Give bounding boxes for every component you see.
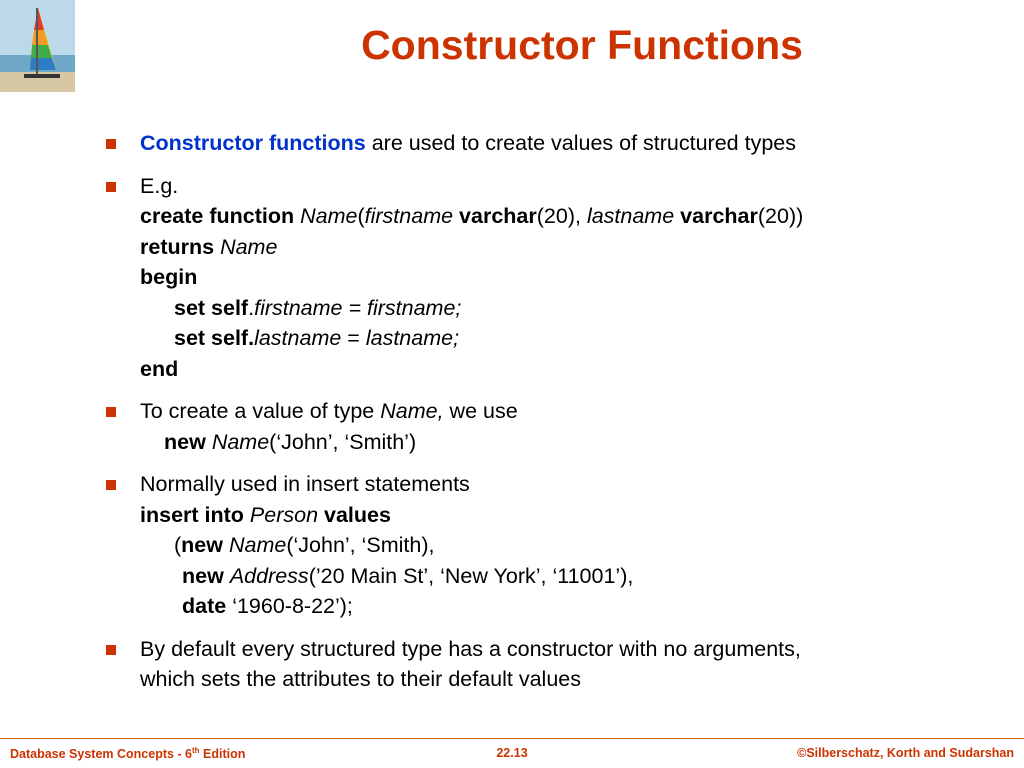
footer-slide-number: 22.13 <box>496 746 528 760</box>
bullet-default-constructor: By default every structured type has a constructor with no arguments, which sets the attributes to their default values <box>103 634 1003 695</box>
bullet-text: are used to create values of structured types <box>365 131 796 155</box>
code-line: date ‘1960-8-22’); <box>182 594 353 618</box>
slide-title: Constructor Functions <box>361 22 803 68</box>
code-line: begin <box>140 265 198 289</box>
code-line: insert into Person values <box>140 502 391 527</box>
code-line: create function Name(firstname varchar(20), lastname varchar(20)) <box>140 204 804 228</box>
code-line: set self.lastname = lastname; <box>174 326 460 350</box>
code-line: new Address(’20 Main St’, ‘New York’, ‘11001’), <box>182 563 634 588</box>
footer-copyright: ©Silberschatz, Korth and Sudarshan <box>797 746 1014 760</box>
highlighted-term: Constructor functions <box>140 131 366 155</box>
bullet-list <box>103 128 1003 707</box>
code-line: set self.firstname = firstname; <box>174 295 462 320</box>
sailboat-logo <box>0 0 75 92</box>
bullet-create-value: To create a value of type Name, we use new Name(‘John’, ‘Smith’) <box>103 396 1003 457</box>
bullet-example <box>103 171 1003 385</box>
code-line: (new Name(‘John’, ‘Smith), <box>174 533 435 557</box>
footer-book-title: Database System Concepts - 6th Edition <box>10 746 246 762</box>
footer-divider <box>0 738 1024 739</box>
code-line: new Name(‘John’, ‘Smith’) <box>164 429 417 454</box>
code-line: end <box>140 356 179 381</box>
bullet-constructor-functions <box>103 128 1003 159</box>
example-intro: E.g. <box>140 173 179 198</box>
bullet-insert-statements: Normally used in insert statements insert into Person values (new Name(‘John’, ‘Smith), new Address(’20 Main St’, ‘New York’, ‘11001’), date ‘1960-8-22’); <box>103 469 1003 622</box>
code-line: returns Name <box>140 234 278 259</box>
